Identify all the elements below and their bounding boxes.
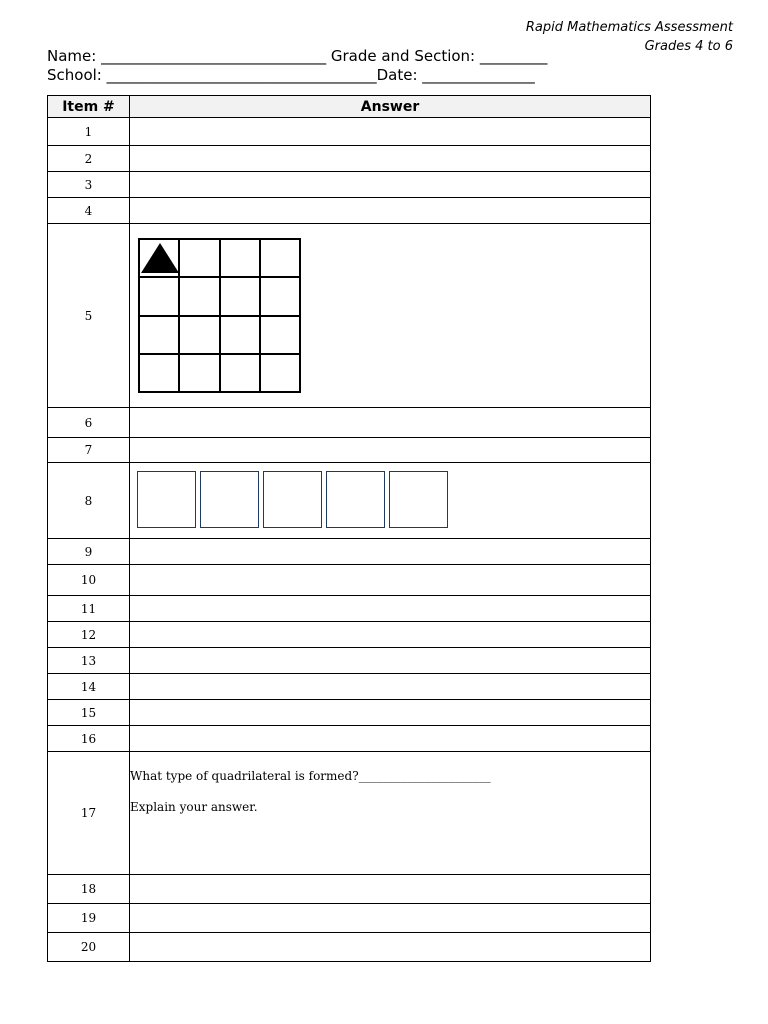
table-row bbox=[48, 224, 651, 408]
grid-cell[interactable] bbox=[260, 277, 300, 315]
answer-sheet-table bbox=[47, 95, 651, 962]
answer-cell[interactable] bbox=[130, 565, 651, 596]
item-number: 20 bbox=[48, 933, 130, 962]
q17-question: What type of quadrilateral is formed?______________________ bbox=[130, 769, 491, 783]
item-number: 14 bbox=[48, 674, 130, 700]
answer-cell[interactable] bbox=[130, 438, 651, 463]
table-row bbox=[48, 198, 651, 224]
answer-cell[interactable] bbox=[130, 648, 651, 674]
table-row bbox=[48, 438, 651, 463]
item-number: 18 bbox=[48, 875, 130, 904]
table-row bbox=[48, 875, 651, 904]
table-row bbox=[48, 700, 651, 726]
item-number: 16 bbox=[48, 726, 130, 752]
table-row bbox=[48, 118, 651, 146]
item-number: 6 bbox=[48, 408, 130, 438]
assessment-header bbox=[526, 18, 733, 56]
item-number: 13 bbox=[48, 648, 130, 674]
answer-cell[interactable] bbox=[130, 198, 651, 224]
item-number: 7 bbox=[48, 438, 130, 463]
grid-cell[interactable] bbox=[260, 239, 300, 277]
grid-cell[interactable] bbox=[139, 316, 179, 354]
item-number: 3 bbox=[48, 172, 130, 198]
item-number: 8 bbox=[48, 463, 130, 539]
grid-cell[interactable] bbox=[260, 354, 300, 392]
answer-cell[interactable] bbox=[130, 904, 651, 933]
item-number: 2 bbox=[48, 146, 130, 172]
item-number: 4 bbox=[48, 198, 130, 224]
item-number-header: Item # bbox=[48, 96, 130, 118]
grid-cell[interactable] bbox=[220, 354, 260, 392]
table-row bbox=[48, 172, 651, 198]
grid-cell[interactable] bbox=[220, 277, 260, 315]
item-number: 12 bbox=[48, 622, 130, 648]
item-number: 15 bbox=[48, 700, 130, 726]
table-row bbox=[48, 752, 651, 875]
table-header-row bbox=[48, 96, 651, 118]
triangle-icon bbox=[141, 243, 179, 273]
grid-cell[interactable] bbox=[220, 239, 260, 277]
q17-prompt bbox=[130, 768, 491, 830]
answer-cell-grid bbox=[130, 224, 651, 408]
answer-cell[interactable] bbox=[130, 172, 651, 198]
answer-cell-boxes bbox=[130, 463, 651, 539]
table-row bbox=[48, 904, 651, 933]
item-number: 9 bbox=[48, 539, 130, 565]
grade-range: Grades 4 to 6 bbox=[644, 39, 733, 54]
answer-cell[interactable] bbox=[130, 674, 651, 700]
answer-box[interactable] bbox=[137, 471, 196, 528]
answer-header: Answer bbox=[130, 96, 651, 118]
grid-cell[interactable] bbox=[179, 316, 219, 354]
table-row bbox=[48, 408, 651, 438]
table-row bbox=[48, 726, 651, 752]
grid-cell[interactable] bbox=[260, 316, 300, 354]
answer-box[interactable] bbox=[200, 471, 259, 528]
grid-cell[interactable] bbox=[179, 277, 219, 315]
grid-cell[interactable] bbox=[220, 316, 260, 354]
item-number: 19 bbox=[48, 904, 130, 933]
grid-cell[interactable] bbox=[139, 239, 179, 277]
table-row bbox=[48, 463, 651, 539]
answer-cell[interactable] bbox=[130, 596, 651, 622]
table-row bbox=[48, 674, 651, 700]
answer-cell[interactable] bbox=[130, 539, 651, 565]
table-row bbox=[48, 648, 651, 674]
school-date-line[interactable]: School: ____________________________________Date: _______________ bbox=[47, 66, 535, 84]
item-number: 5 bbox=[48, 224, 130, 408]
grid-cell[interactable] bbox=[139, 277, 179, 315]
answer-cell[interactable] bbox=[130, 146, 651, 172]
q17-explain: Explain your answer. bbox=[130, 800, 258, 814]
answer-cell[interactable] bbox=[130, 118, 651, 146]
table-row bbox=[48, 565, 651, 596]
item-number: 1 bbox=[48, 118, 130, 146]
answer-box[interactable] bbox=[389, 471, 448, 528]
table-row bbox=[48, 622, 651, 648]
item-number: 17 bbox=[48, 752, 130, 875]
grid-cell[interactable] bbox=[179, 239, 219, 277]
item-number: 11 bbox=[48, 596, 130, 622]
answer-cell[interactable] bbox=[130, 726, 651, 752]
answer-cell[interactable] bbox=[130, 622, 651, 648]
item-number: 10 bbox=[48, 565, 130, 596]
answer-box[interactable] bbox=[263, 471, 322, 528]
answer-cell-q17[interactable] bbox=[130, 752, 651, 875]
grid-cell[interactable] bbox=[179, 354, 219, 392]
answer-cell[interactable] bbox=[130, 408, 651, 438]
answer-cell[interactable] bbox=[130, 933, 651, 962]
table-row bbox=[48, 146, 651, 172]
four-by-four-grid bbox=[138, 238, 301, 393]
grid-cell[interactable] bbox=[139, 354, 179, 392]
assessment-title: Rapid Mathematics Assessment bbox=[525, 20, 733, 35]
table-row bbox=[48, 539, 651, 565]
table-row bbox=[48, 933, 651, 962]
answer-box[interactable] bbox=[326, 471, 385, 528]
answer-cell[interactable] bbox=[130, 875, 651, 904]
table-row bbox=[48, 596, 651, 622]
answer-box-row bbox=[137, 471, 448, 528]
answer-cell[interactable] bbox=[130, 700, 651, 726]
name-grade-line[interactable]: Name: ______________________________ Grade and Section: _________ bbox=[47, 47, 548, 65]
